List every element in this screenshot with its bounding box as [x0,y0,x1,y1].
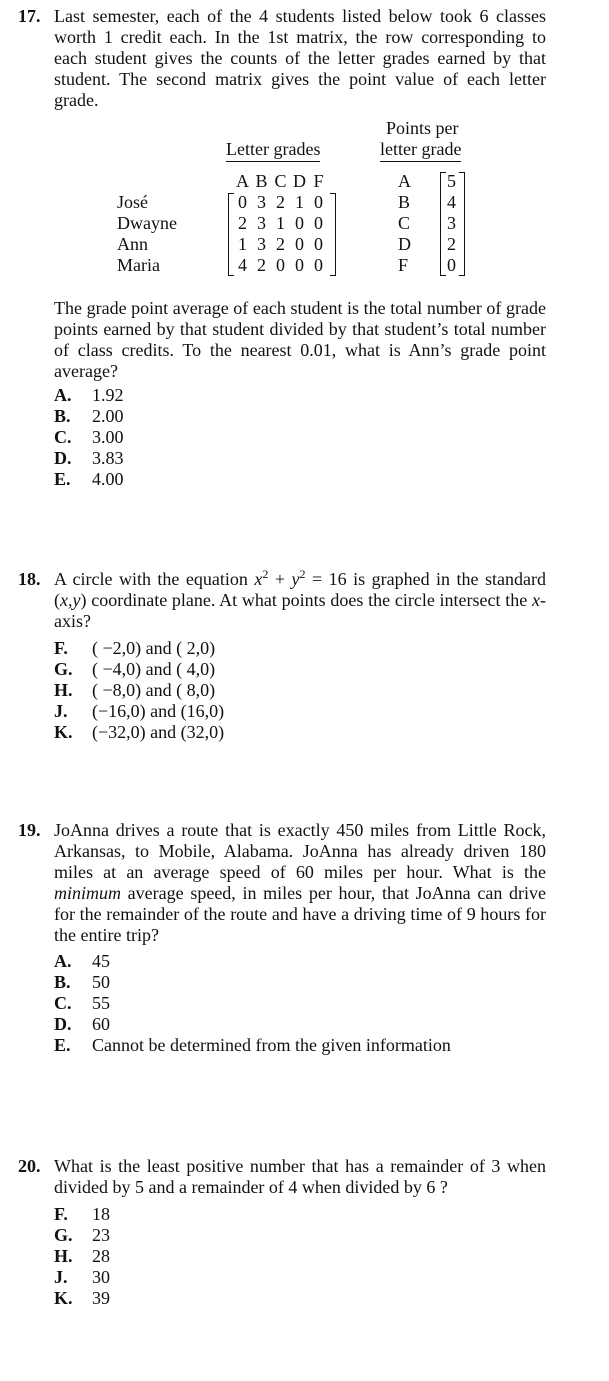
matrix-cell: 1 [276,213,285,233]
answer-choice[interactable] [54,701,546,722]
matrix-cell: 0 [314,213,323,233]
points-grade-label: C [398,213,411,233]
matrix-cell: 3 [257,213,266,233]
choice-text: 4.00 [92,469,124,489]
question-17-continued [18,298,546,490]
matrix-cell: 0 [314,255,323,275]
student-name: Dwayne [117,213,177,233]
question-stem: JoAnna drives a route that is exactly 450 miles from Little Rock, Arkansas, to Mobile, Alabama. JoAnna has already driven 180 miles at an average speed of 60 miles per hour. What is the minimum average speed, in miles per hour, that JoAnna can drive for the remainder of the route and have a driving time of 9 hours for the entire trip? [54,820,546,945]
grade-header: B [255,171,268,191]
points-grade-label: F [398,255,409,275]
points-value: 3 [447,213,456,233]
points-grade-label: D [398,234,411,254]
answer-choice[interactable] [54,972,546,993]
student-name: José [117,192,148,212]
choice-letter: K. [54,1288,73,1308]
choice-letter: H. [54,680,73,700]
choice-text: (−32,0) and (32,0) [92,722,225,742]
points-value: 5 [447,171,456,191]
points-per-title-line2: letter grade [380,139,461,162]
choice-text: 23 [92,1225,110,1245]
answer-choices [54,1204,546,1309]
choice-text: 30 [92,1267,110,1287]
question-stem: A circle with the equation $x^2 + y^2 = 16$ is graphed in the standard (x,y) coordinate plane. At what points does the circle intersect the x-axis? [54,567,546,631]
answer-choice[interactable] [54,385,546,406]
choice-text: 1.92 [92,385,124,405]
grade-header: D [293,171,306,191]
matrix-row [233,213,328,234]
choice-text: ( −2,0) and ( 2,0) [92,638,216,658]
matrix-cell: 1 [295,192,304,212]
choice-letter: F. [54,638,68,658]
choice-text: 3.83 [92,448,124,468]
answer-choice[interactable] [54,469,546,490]
matrix-cell: 2 [257,255,266,275]
choice-letter: E. [54,1035,71,1055]
answer-choice[interactable] [54,680,546,701]
matrix-row [233,234,328,255]
answer-choices [54,385,546,490]
choice-text: 28 [92,1246,110,1266]
matrix-cell: 0 [314,192,323,212]
answer-choice[interactable] [54,406,546,427]
matrix-cell: 2 [238,213,247,233]
question-number: 20. [18,1156,41,1176]
answer-choice[interactable] [54,1225,546,1246]
answer-choice[interactable] [54,1288,546,1309]
choice-letter: G. [54,659,73,679]
answer-choices [54,951,546,1056]
matrix-row [233,255,328,276]
grade-header-row [233,171,328,192]
question-20 [18,1156,546,1309]
choice-letter: F. [54,1204,68,1224]
choice-letter: C. [54,993,72,1013]
answer-choice[interactable] [54,1014,546,1035]
choice-text: 55 [92,993,110,1013]
choice-letter: J. [54,701,68,721]
grade-header: C [274,171,287,191]
answer-choices [54,638,546,743]
matrix-cell: 1 [238,234,247,254]
answer-choice[interactable] [54,1246,546,1267]
letter-grades-title: Letter grades [226,139,320,162]
matrix-cell: 0 [276,255,285,275]
choice-text: Cannot be determined from the given information [92,1035,451,1055]
answer-choice[interactable] [54,1035,546,1056]
grade-header: A [236,171,249,191]
choice-text: 60 [92,1014,110,1034]
question-number: 19. [18,820,41,840]
answer-choice[interactable] [54,448,546,469]
answer-choice[interactable] [54,1267,546,1288]
choice-letter: D. [54,448,72,468]
matrix-cell: 0 [238,192,247,212]
choice-text: ( −8,0) and ( 8,0) [92,680,216,700]
question-stem-part2: The grade point average of each student is the total number of grade points earned by that student divided by that student’s total number of class credits. To the nearest 0.01, what is Ann’s grade point average? [54,298,546,381]
choice-letter: A. [54,385,72,405]
points-value: 2 [447,234,456,254]
matrix-cell: 0 [314,234,323,254]
points-value: 0 [447,255,456,275]
points-per-title-line1: Points per [386,118,459,138]
points-left-bracket [440,172,446,276]
question-number: 18. [18,569,41,589]
choice-text: 3.00 [92,427,124,447]
matrix-right-bracket [330,193,336,276]
student-name: Maria [117,255,160,275]
matrix-cell: 4 [238,255,247,275]
points-grade-label: A [398,171,411,191]
answer-choice[interactable] [54,722,546,743]
choice-text: 2.00 [92,406,124,426]
points-right-bracket [459,172,465,276]
points-grade-label: B [398,192,411,212]
choice-letter: D. [54,1014,72,1034]
answer-choice[interactable] [54,659,546,680]
matrix-cell: 0 [295,255,304,275]
choice-letter: G. [54,1225,73,1245]
matrix-cell: 2 [276,192,285,212]
student-name: Ann [117,234,148,254]
matrix-cell: 3 [257,234,266,254]
answer-choice[interactable] [54,638,546,659]
grade-matrices-figure [0,0,609,300]
choice-letter: H. [54,1246,73,1266]
matrix-cell: 2 [276,234,285,254]
choice-letter: C. [54,427,72,447]
answer-choice[interactable] [54,993,546,1014]
choice-letter: B. [54,406,71,426]
question-18 [18,569,546,743]
question-19 [18,820,546,1056]
choice-letter: B. [54,972,71,992]
question-stem: Last semester, each of the 4 students listed below took 6 classes worth 1 credit each. In the 1st matrix, the row corresponding to each student gives the counts of the letter grades earned by that student. The second matrix gives the point value of each letter grade. [54,6,546,110]
choice-letter: K. [54,722,73,742]
matrix-cell: 0 [295,234,304,254]
choice-text: 18 [92,1204,110,1224]
choice-text: (−16,0) and (16,0) [92,701,225,721]
choice-letter: J. [54,1267,68,1287]
answer-choice[interactable] [54,427,546,448]
choice-letter: A. [54,951,72,971]
grade-header: F [313,171,324,191]
choice-text: ( −4,0) and ( 4,0) [92,659,216,679]
points-value: 4 [447,192,456,212]
question-stem: What is the least positive number that has a remainder of 3 when divided by 5 and a remainder of 4 when divided by 6 ? [54,1156,546,1197]
answer-choice[interactable] [54,1204,546,1225]
matrix-row [233,192,328,213]
matrix-cell: 0 [295,213,304,233]
question-number: 17. [18,6,41,26]
choice-text: 50 [92,972,110,992]
answer-choice[interactable] [54,951,546,972]
choice-text: 45 [92,951,110,971]
choice-letter: E. [54,469,71,489]
matrix-cell: 3 [257,192,266,212]
choice-text: 39 [92,1288,110,1308]
